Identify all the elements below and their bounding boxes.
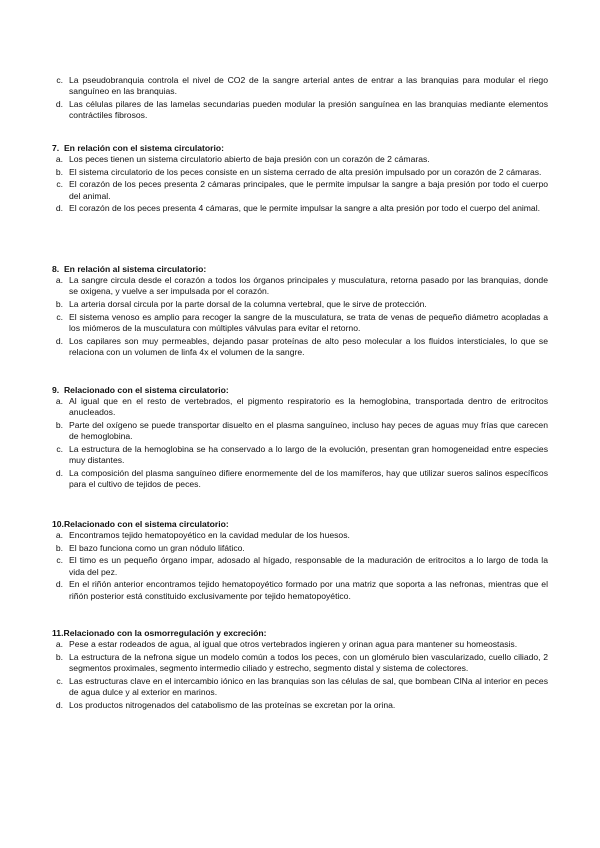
option-11b [52, 652, 548, 674]
option-8d [52, 336, 548, 358]
option-letter: c. [56, 555, 63, 566]
question-text: Relacionado con el sistema circulatorio: [63, 385, 229, 395]
option-11a [52, 639, 548, 650]
option-7a [52, 154, 548, 165]
question-6-continuation [52, 75, 548, 121]
option-text: El corazón de los peces presenta 2 cámaras principales, que le permite impulsar la sangre a baja presión por todo el cuerpo del animal. [69, 179, 548, 201]
option-letter: a. [55, 154, 63, 164]
option-text: Los productos nitrogenados del catabolismo de las proteínas se excretan por la orina. [69, 699, 396, 710]
option-6d [52, 99, 548, 121]
option-8c [52, 312, 548, 334]
option-text: Al igual que en el resto de vertebrados, el pigmento respiratorio es la hemoglobina, transportada dentro de eritrocitos anucleados. [69, 396, 548, 418]
question-title [52, 142, 548, 154]
option-letter: a. [55, 275, 63, 285]
option-text: La estructura de la nefrona sigue un modelo común a todos los peces, con un glomérulo bien vascularizado, cuello ciliado, 2 segmentos proximales, segmento intermedio ciliado y estrecho, segmento distal y sistema de colectores. [69, 651, 548, 673]
option-letter: d. [55, 203, 63, 214]
question-text: En relación con el sistema circulatorio: [63, 143, 224, 153]
option-letter: d. [55, 467, 63, 478]
option-11d [52, 700, 548, 711]
question-title [52, 384, 548, 396]
option-letter: d. [55, 98, 63, 109]
option-11c [52, 676, 548, 698]
option-9a [52, 396, 548, 418]
option-text: Los capilares son muy permeables, dejando pasar proteínas de alto peso molecular a los fluidos intersticiales, lo que se relaciona con un volumen de linfa 4x el volumen de la sangre. [69, 335, 548, 357]
option-9d [52, 468, 548, 490]
option-text: La estructura de la hemoglobina se ha conservado a lo largo de la evolución, presentan gran homogeneidad entre especies muy distantes. [69, 443, 548, 466]
option-text: Encontramos tejido hematopoyético en la cavidad medular de los huesos. [69, 530, 350, 540]
option-text: La composición del plasma sanguíneo difiere enormemente del de los mamíferos, hay que utilizar sueros salinos específicos para el cultivo de tejidos de peces. [69, 467, 548, 489]
option-letter: c. [56, 179, 63, 190]
question-title [52, 263, 548, 275]
option-letter: a. [55, 639, 63, 649]
question-number: 11. [52, 628, 64, 638]
option-7d [52, 203, 548, 214]
question-7 [52, 142, 548, 215]
option-letter: c. [56, 443, 63, 454]
option-9b [52, 420, 548, 442]
option-text: El sistema circulatorio de los peces consiste en un sistema cerrado de alta presión impulsado por un corazón de 2 cámaras. [69, 166, 542, 177]
option-text: Pese a estar rodeados de agua, al igual que otros vertebrados ingieren y orinan agua para mantener su homeostasis. [69, 639, 518, 649]
option-text: El sistema venoso es amplio para recoger la sangre de la musculatura, se trata de venas de pequeño diámetro acopladas a los miómeros de la musculatura con múltiples válvulas para evitar el retorno. [69, 311, 548, 333]
option-letter: c. [56, 75, 63, 85]
option-10d [52, 579, 548, 601]
question-text: En relación al sistema circulatorio: [63, 264, 207, 274]
option-text: En el riñón anterior encontramos tejido hematopoyético formado por una matriz que soporta a las nefronas, mientras que el riñón posterior está constituido exclusivamente por tejido hematopoyético. [69, 579, 548, 601]
option-text: Parte del oxígeno se puede transportar disuelto en el plasma sanguíneo, incluso hay peces de aguas muy frías que carecen de hemoglobina. [69, 419, 548, 442]
question-8 [52, 263, 548, 358]
option-text: El timo es un pequeño órgano impar, adosado al hígado, responsable de la maduración de eritrocitos a lo largo de toda la vida del pez. [69, 555, 548, 577]
question-10 [52, 518, 548, 602]
option-text: Los peces tienen un sistema circulatorio abierto de baja presión con un corazón de 2 cámaras. [69, 154, 430, 164]
option-text: La pseudobranquia controla el nivel de CO2 de la sangre arterial antes de entrar a las branquias para modular el riego sanguíneo en las branquias. [69, 75, 548, 97]
option-letter: a. [55, 530, 63, 540]
question-title [52, 627, 548, 639]
question-number: 10. [52, 519, 64, 529]
option-letter: b. [55, 651, 63, 662]
question-number: 9. [52, 385, 60, 395]
option-8b [52, 299, 548, 310]
option-letter: b. [55, 298, 63, 309]
option-letter: d. [55, 579, 63, 590]
question-9 [52, 384, 548, 490]
option-letter: d. [55, 335, 63, 346]
option-letter: b. [55, 166, 63, 177]
question-text: Relacionado con la osmorregulación y excreción: [63, 628, 267, 638]
option-10b [52, 543, 548, 554]
option-text: Las estructuras clave en el intercambio iónico en las branquias son las células de sal, que bombean ClNa al interior en peces de agua dulce y al exterior en marinos. [69, 675, 548, 697]
option-text: La arteria dorsal circula por la parte dorsal de la columna vertebral, que le sirve de protección. [69, 298, 427, 309]
question-text: Relacionado con el sistema circulatorio: [63, 519, 229, 529]
option-7c [52, 179, 548, 201]
option-letter: c. [56, 675, 63, 686]
option-7b [52, 167, 548, 178]
option-10c [52, 555, 548, 577]
option-6c [52, 75, 548, 97]
question-title [52, 518, 548, 530]
option-text: El bazo funciona como un gran nódulo lifático. [69, 542, 245, 553]
question-11 [52, 627, 548, 711]
question-number: 7. [52, 143, 60, 153]
option-10a [52, 530, 548, 541]
option-letter: c. [56, 311, 63, 322]
option-text: Las células pilares de las lamelas secundarias pueden modular la presión sanguínea en las branquias mediante elementos contráctiles fibrosos. [69, 98, 548, 121]
question-number: 8. [52, 264, 60, 274]
option-8a [52, 275, 548, 297]
option-text: La sangre circula desde el corazón a todos los órganos principales y musculatura, retorna pasado por las branquias, donde se oxigena, y vuelve a ser impulsada por el corazón. [69, 275, 548, 297]
option-letter: b. [55, 419, 63, 430]
option-letter: a. [55, 396, 63, 406]
option-letter: b. [55, 542, 63, 553]
option-letter: d. [55, 699, 63, 710]
option-9c [52, 444, 548, 466]
option-text: El corazón de los peces presenta 4 cámaras, que le permite impulsar la sangre a alta presión por todo el cuerpo del animal. [69, 203, 541, 214]
